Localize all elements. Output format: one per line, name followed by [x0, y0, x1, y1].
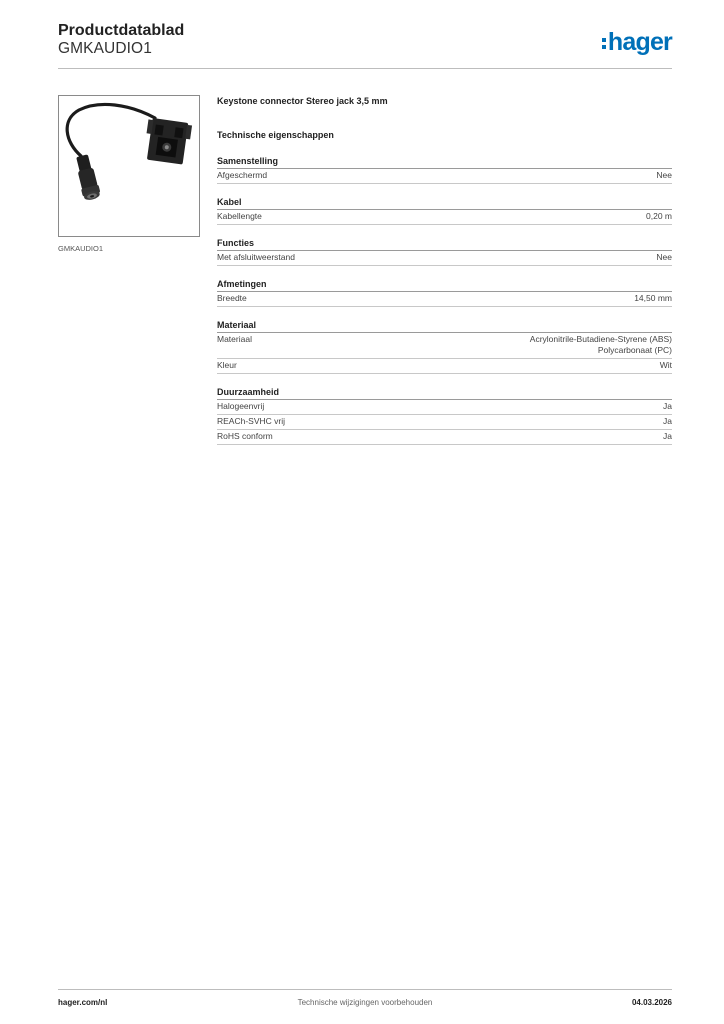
spec-label: Halogeenvrij	[217, 401, 265, 411]
spec-row	[217, 169, 672, 184]
footer-website-link[interactable]: hager.com/nl	[58, 998, 108, 1007]
spec-row	[217, 430, 672, 445]
spec-value-line: Acrylonitrile-Butadiene-Styrene (ABS)	[529, 334, 672, 344]
spec-row	[217, 400, 672, 415]
product-name: Keystone connector Stereo jack 3,5 mm	[217, 96, 388, 106]
section-title: Functies	[217, 238, 672, 251]
footer-disclaimer: Technische wijzigingen voorbehouden	[297, 998, 433, 1007]
spec-label: Breedte	[217, 293, 247, 303]
spec-row	[217, 333, 672, 359]
page-header	[58, 20, 672, 70]
logo-wordmark: hager	[607, 27, 672, 56]
section-title: Afmetingen	[217, 279, 672, 292]
section-title: Kabel	[217, 197, 672, 210]
section-title: Samenstelling	[217, 156, 672, 169]
spec-row	[217, 415, 672, 430]
spec-row	[217, 251, 672, 266]
document-title: Productdatablad	[58, 22, 185, 39]
footer-date: 04.03.2026	[631, 998, 672, 1007]
section-functies	[217, 238, 672, 266]
spec-value: Ja	[663, 401, 672, 411]
image-caption: GMKAUDIO1	[58, 244, 104, 253]
spec-value: Wit	[659, 360, 672, 370]
section-duurzaamheid	[217, 387, 672, 445]
spec-label: REACh-SVHC vrij	[217, 416, 286, 426]
section-materiaal	[217, 320, 672, 374]
spec-value: 0,20 m	[646, 211, 672, 221]
spec-label: Kleur	[217, 360, 237, 370]
section-samenstelling	[217, 156, 672, 184]
spec-value: Ja	[663, 416, 672, 426]
section-title: Materiaal	[217, 320, 672, 333]
specs-heading: Technische eigenschappen	[217, 130, 334, 140]
page-footer	[58, 998, 672, 1010]
spec-value: Nee	[656, 252, 672, 262]
spec-value: 14,50 mm	[634, 293, 672, 303]
spec-row	[217, 292, 672, 307]
spec-value: Ja	[663, 431, 672, 441]
spec-label: Met afsluitweerstand	[217, 252, 295, 262]
spec-value-line: Polycarbonaat (PC)	[597, 345, 672, 355]
spec-row	[217, 210, 672, 225]
spec-label: Afgeschermd	[217, 170, 268, 180]
product-code: GMKAUDIO1	[58, 40, 152, 57]
section-kabel	[217, 197, 672, 225]
keystone-audio-connector-image	[59, 96, 199, 236]
section-afmetingen	[217, 279, 672, 307]
footer-divider	[58, 989, 672, 990]
hager-logo	[602, 28, 672, 56]
spec-value	[530, 334, 672, 356]
specifications-panel	[217, 96, 672, 445]
logo-colon-icon	[602, 38, 606, 49]
header-divider	[58, 68, 672, 69]
spec-label: Materiaal	[217, 334, 252, 344]
spec-label: Kabellengte	[217, 211, 262, 221]
spec-value: Nee	[656, 170, 672, 180]
section-title: Duurzaamheid	[217, 387, 672, 400]
spec-row	[217, 359, 672, 374]
spec-label: RoHS conform	[217, 431, 273, 441]
product-image	[58, 95, 200, 237]
